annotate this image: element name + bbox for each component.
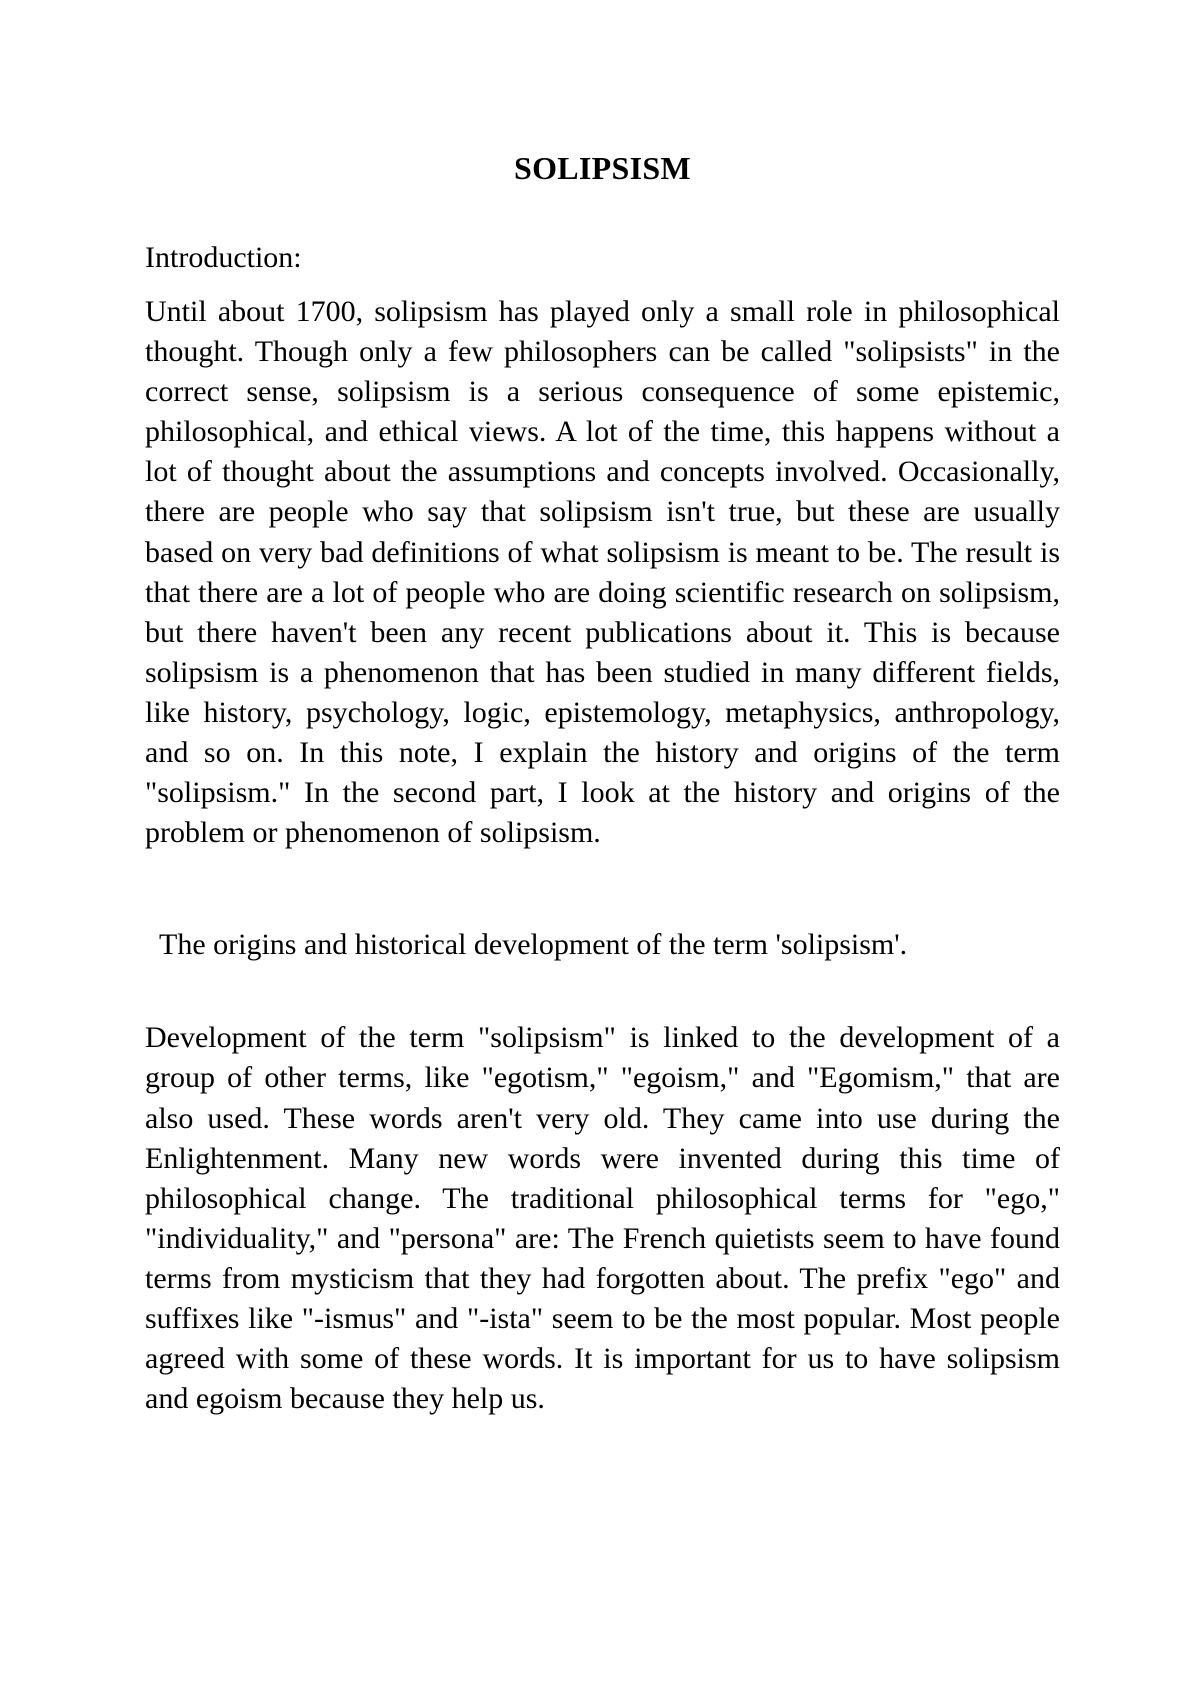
document-title: SOLIPSISM [514, 150, 691, 186]
development-paragraph: Development of the term "solipsism" is linked to the development of a group of other terms, like "egotism," "egoism," and "Egomism," that are also used. These words aren't very old. They came into use during the Enlightenment. Many new words were invented during this time of philosophical change. The traditional philosophical terms for "ego," "individuality," and "persona" are: The French quietists seem to have found terms from mysticism that they had forgotten about. The prefix "ego" and suffixes like "-ismus" and "-ista" seem to be the most popular. Most people agreed with some of these words. It is important for us to have solipsism and egoism because they help us. [145, 1021, 1060, 1416]
introduction-label: Introduction: [145, 241, 302, 274]
introduction-paragraph: Until about 1700, solipsism has played only a small role in philosophical thought. Though only a few philosophers can be called "solipsists" in the correct sense, solipsism is a serious consequence of some epistemic, philosophical, and ethical views. A lot of the time, this happens without a lot of thought about the assumptions and concepts involved. Occasionally, there are people who say that solipsism isn't true, but these are usually based on very bad definitions of what solipsism is meant to be. The result is that there are a lot of people who are doing scientific research on solipsism, but there haven't been any recent publications about it. This is because solipsism is a phenomenon that has been studied in many different fields, like history, psychology, logic, epistemology, metaphysics, anthropology, and so on. In this note, I explain the history and origins of the term "solipsism." In the second part, I look at the history and origins of the problem or phenomenon of solipsism. [145, 295, 1060, 850]
document-body [145, 140, 1060, 1419]
section-heading: The origins and historical development of the term 'solipsism'. [159, 928, 908, 962]
